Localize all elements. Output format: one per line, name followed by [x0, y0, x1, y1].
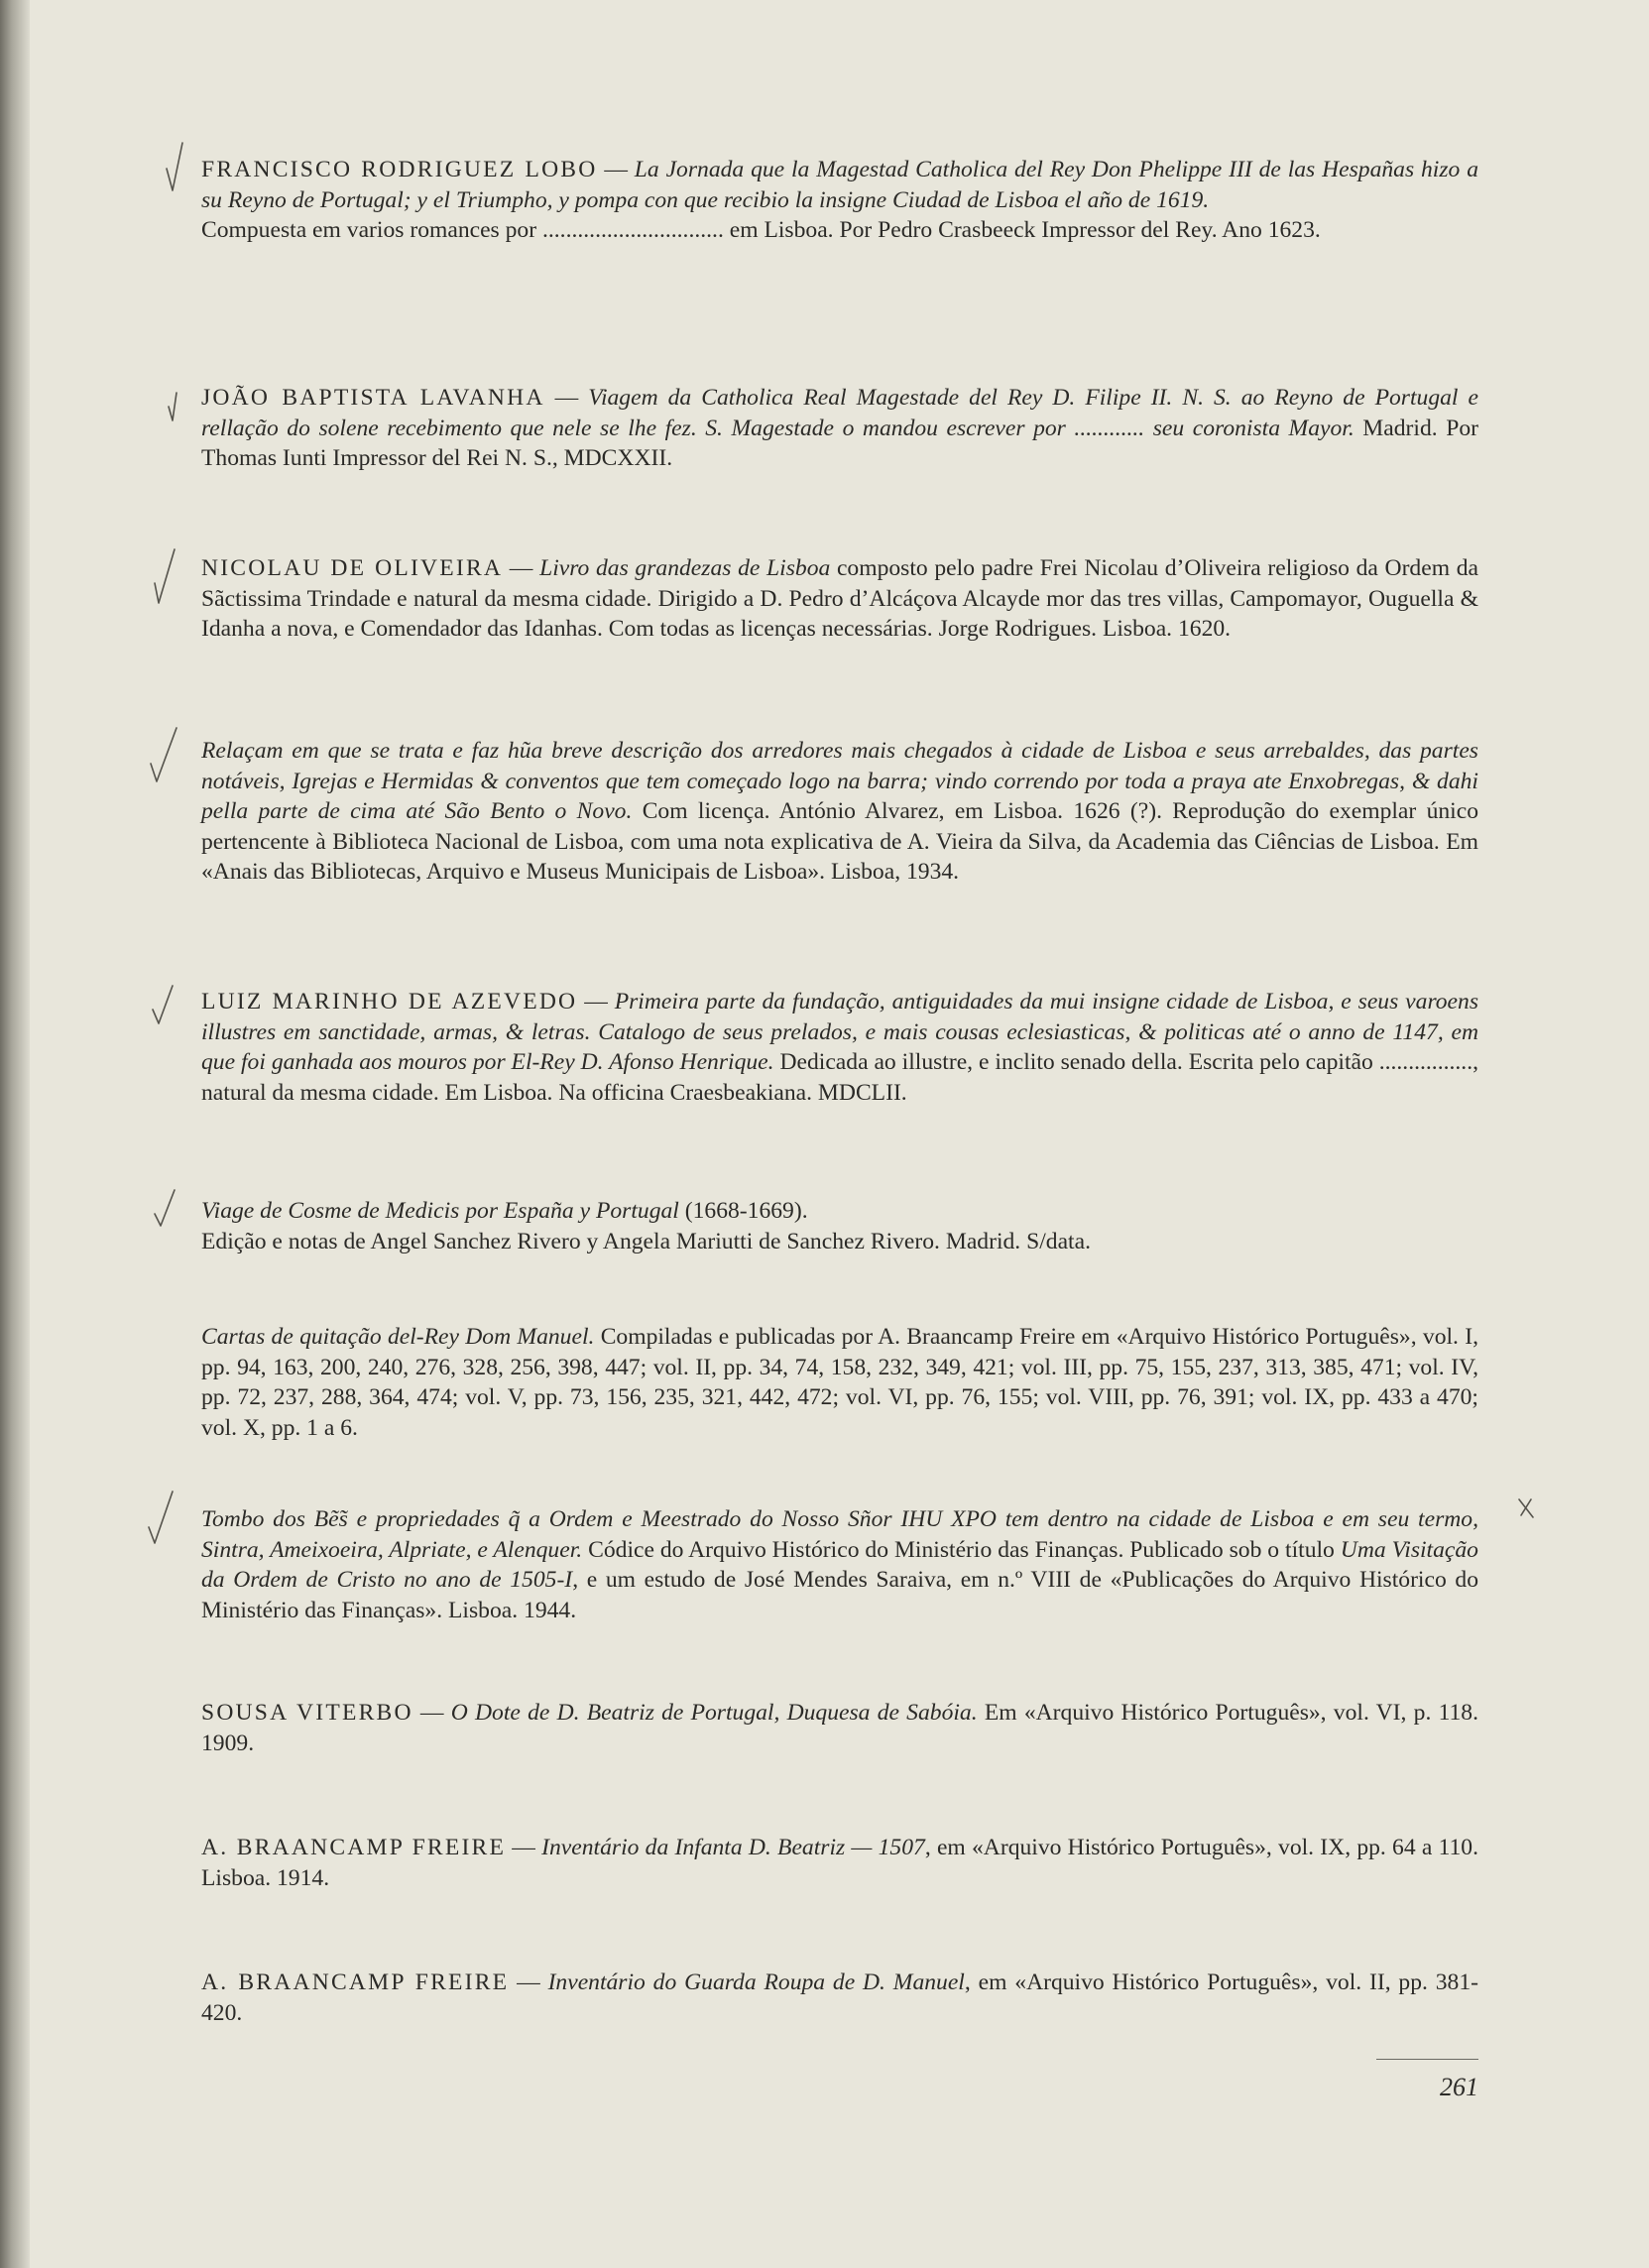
- entry-text: , em «Arquivo Histórico Português», vol. II, pp. 381-420.: [201, 1970, 1479, 2026]
- entry-text: —: [509, 1970, 548, 1995]
- bibliography-entry: [201, 1196, 1478, 1256]
- bibliography-entry: [201, 1968, 1478, 2028]
- entry-author: A. BRAANCAMP FREIRE: [201, 1970, 510, 1995]
- bibliography-entry: [201, 736, 1478, 888]
- entry-text: —: [544, 385, 589, 411]
- cross-mark-icon: [1515, 1495, 1537, 1521]
- entry-title: Tombo dos Bẽ̃s e propriedades q̃ a Ordem e Meestrado do Nosso Sñor IHU XPO tem dentro na cidade de Lisboa e em seu termo, Sintra, Ameixoeira, Alpriate, e Alenquer.: [201, 1506, 1478, 1563]
- entry-text: —: [577, 989, 615, 1015]
- entry-title: Viage de Cosme de Medicis por España y Portugal: [201, 1198, 679, 1224]
- footer-rule: [1376, 2059, 1478, 2060]
- check-mark-icon: [163, 387, 186, 426]
- entry-text: —: [412, 1700, 451, 1726]
- entry-title: Uma Visitação da Ordem de Cristo no ano de 1505-I: [201, 1536, 1478, 1593]
- entry-text: (1668-1669). Edição e notas de Angel Sanchez Rivero y Angela Mariutti de Sanchez Rivero. Madrid. S/data.: [201, 1198, 1091, 1254]
- check-mark-icon: [159, 139, 188, 198]
- check-mark-icon: [149, 982, 178, 1029]
- bibliography-entry: [201, 155, 1478, 246]
- bibliography-entry: [201, 1833, 1478, 1893]
- entry-title: Inventário do Guarda Roupa de D. Manuel: [547, 1970, 965, 1995]
- entry-title: La Jornada que la Magestad Catholica del Rey Don Phelippe III de las Hespañas hizo a su Reyno de Portugal; y el Triumpho, y pompa con que recibio la insigne Ciudad de Lisboa el año de 1619.: [201, 157, 1478, 213]
- check-mark-icon: [149, 543, 178, 609]
- entry-title: Cartas de quitação del-Rey Dom Manuel.: [201, 1324, 595, 1350]
- entry-text: Compiladas e publicadas por A. Braancamp Freire em «Arquivo Histórico Português», vol. I, pp. 94, 163, 200, 240, 276, 328, 256, 398, 447; vol. II, pp. 34, 74, 158, 232, 349, 421; vol. III, pp. 75, 155, 237, 313, 385, 471; vol. IV, pp. 72, 237, 288, 364, 474; vol. V, pp. 73, 156, 235, 321, 442, 472; vol. VI, pp. 76, 155; vol. VIII, pp. 76, 391; vol. IX, pp. 433 a 470; vol. X, pp. 1 a 6.: [201, 1324, 1478, 1441]
- entry-author: LUIZ MARINHO DE AZEVEDO: [201, 989, 578, 1015]
- entry-author: A. BRAANCAMP FREIRE: [201, 1835, 507, 1860]
- entry-title: Viagem da Catholica Real Magestade del Rey D. Filipe II. N. S. ao Reyno de Portugal e rellação do solene recebimento que nele se lhe fez. S. Magestade o mandou escrever por ............ seu coronista Mayor.: [201, 385, 1478, 441]
- check-mark-icon: [147, 722, 180, 787]
- bibliography-entry: [201, 1322, 1478, 1443]
- bibliography-entry: [201, 987, 1478, 1108]
- bibliography-entry: [201, 1504, 1478, 1625]
- bibliography-entry: [201, 553, 1478, 645]
- entry-text: —: [597, 157, 635, 182]
- entry-text: , e um estudo de José Mendes Saraiva, em n.º VIII de «Publicações do Arquivo Histórico do Ministério das Finanças». Lisboa. 1944.: [201, 1567, 1478, 1623]
- entry-text: Madrid. Por Thomas Iunti Impressor del Rei N. S., MDCXXII.: [201, 415, 1478, 471]
- bibliography-entry: [201, 1698, 1478, 1758]
- page-binding-edge: [0, 0, 30, 2268]
- check-mark-icon: [151, 1186, 180, 1232]
- entry-author: NICOLAU DE OLIVEIRA: [201, 555, 504, 581]
- entry-text: Códice do Arquivo Histórico do Ministério das Finanças. Publicado sob o título: [582, 1536, 1341, 1563]
- bibliography-entry: [201, 383, 1478, 474]
- entry-author: FRANCISCO RODRIGUEZ LOBO: [201, 157, 598, 182]
- entry-text: composto pelo padre Frei Nicolau d’Oliveira religioso da Ordem da Sãctissima Trindade e natural da mesma cidade. Dirigido a D. Pedro d’Alcáçova Alcayde mor das tres villas, Campomayor, Ouguella & Idanha a nova, e Comendador das Idanhas. Com todas as licenças necessárias. Jorge Rodrigues. Lisboa. 1620.: [201, 555, 1478, 642]
- entry-text: Com licença. António Alvarez, em Lisboa. 1626 (?). Reprodução do exemplar único pertencente à Biblioteca Nacional de Lisboa, com uma nota explicativa de A. Vieira da Silva, da Academia das Ciências de Lisboa. Em «Anais das Bibliotecas, Arquivo e Museus Municipais de Lisboa». Lisboa, 1934.: [201, 798, 1478, 885]
- entry-title: Relaçam em que se trata e faz hũa breve descrição dos arredores mais chegados à cidade de Lisboa e seus arrebaldes, das partes notáveis, Igrejas e Hermidas & conventos que tem começado logo na barra; vindo correndo por toda a praya ate Enxobregas, & dahi pella parte de cima até São Bento o Novo.: [201, 738, 1478, 824]
- entry-text: Em «Arquivo Histórico Português», vol. VI, p. 118. 1909.: [201, 1700, 1478, 1756]
- entry-text: Dedicada ao illustre, e inclito senado della. Escrita pelo capitão ................, natural da mesma cidade. Em Lisboa. Na officina Craesbeakiana. MDCLII.: [201, 1049, 1478, 1106]
- check-mark-icon: [145, 1488, 178, 1549]
- entry-title: O Dote de D. Beatriz de Portugal, Duquesa de Sabóia.: [450, 1700, 978, 1726]
- entry-title: Inventário da Infanta D. Beatriz — 1507: [541, 1835, 925, 1860]
- entry-title: Primeira parte da fundação, antiguidades da mui insigne cidade de Lisboa, e seus varoens illustres em sanctidade, armas, & letras. Catalogo de seus prelados, e mais cousas eclesiasticas, & politicas até o anno de 1147, em que foi ganhada aos mouros por El-Rey D. Afonso Henrique.: [201, 989, 1479, 1075]
- entry-author: SOUSA VITERBO: [201, 1700, 413, 1726]
- entry-author: JOÃO BAPTISTA LAVANHA: [201, 385, 545, 411]
- entry-text: —: [503, 555, 540, 581]
- entry-text: , em «Arquivo Histórico Português», vol. IX, pp. 64 a 110. Lisboa. 1914.: [201, 1835, 1478, 1891]
- entry-text: —: [506, 1835, 542, 1860]
- entry-text: Compuesta em varios romances por ............................... em Lisboa. Por Pedro Crasbeeck Impressor del Rey. Ano 1623.: [201, 217, 1321, 243]
- page-number: 261: [1440, 2073, 1478, 2101]
- entry-title: Livro das grandezas de Lisboa: [539, 555, 831, 581]
